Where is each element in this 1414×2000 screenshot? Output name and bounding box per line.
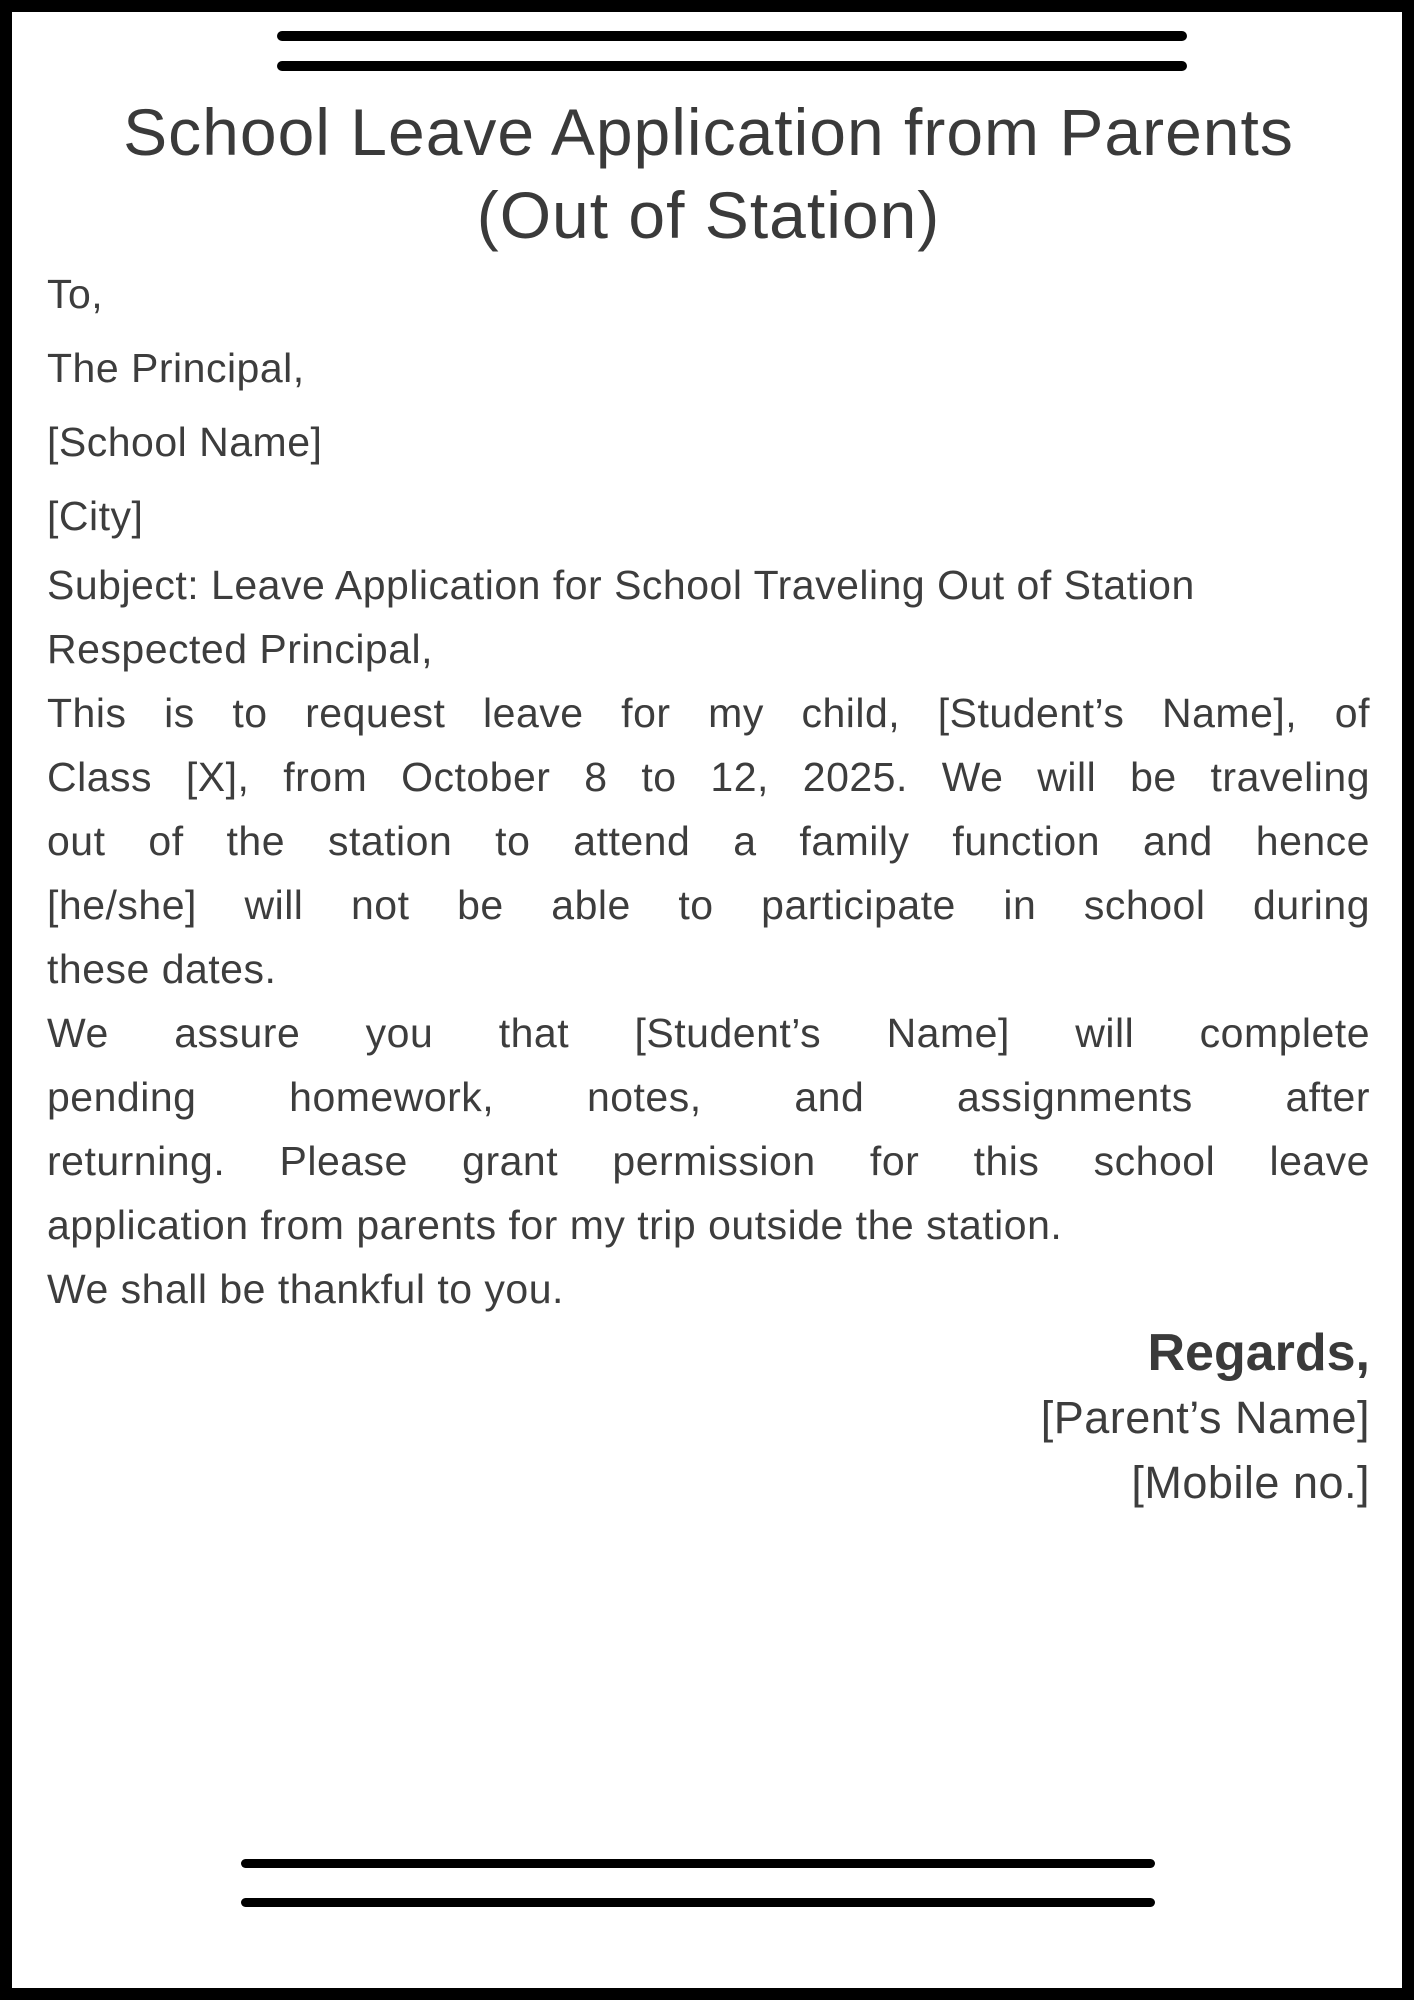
- signature-parent-name: [Parent’s Name]: [1040, 1392, 1370, 1443]
- body-line: returning. Please grant permission for this school leave: [47, 1138, 1370, 1184]
- body-line: We assure you that [Student’s Name] will complete: [47, 1010, 1370, 1056]
- page-title-line-1: School Leave Application from Parents: [123, 95, 1294, 169]
- subject-line: Subject: Leave Application for School Traveling Out of Station: [47, 562, 1195, 608]
- body-line: This is to request leave for my child, [Student’s Name], of: [47, 690, 1370, 736]
- letter-content: [47, 12, 1370, 1515]
- address-line-recipient: The Principal,: [47, 345, 305, 391]
- body-line: Class [X], from October 8 to 12, 2025. We will be traveling: [47, 754, 1370, 800]
- recipient-address: [47, 257, 1370, 553]
- signature-block: [47, 1321, 1370, 1515]
- page-title-line-2: (Out of Station): [476, 178, 941, 252]
- salutation: Respected Principal,: [47, 626, 434, 672]
- decorative-line-top-2: [277, 61, 1187, 71]
- body-line: pending homework, notes, and assignments after: [47, 1074, 1370, 1120]
- body-line: out of the station to attend a family function and hence: [47, 818, 1370, 864]
- decorative-line-bottom-2: [241, 1898, 1155, 1907]
- page-title: [47, 91, 1370, 257]
- address-line-to: To,: [47, 271, 104, 317]
- body-paragraph-1: [47, 681, 1370, 1001]
- decorative-line-bottom-1: [241, 1859, 1155, 1868]
- closing-line: We shall be thankful to you.: [47, 1266, 564, 1312]
- body-line: [he/she] will not be able to participate in school during: [47, 882, 1370, 928]
- signature-regards: Regards,: [1147, 1324, 1370, 1382]
- body-paragraph-2: [47, 1001, 1370, 1257]
- address-line-city: [City]: [47, 493, 144, 539]
- signature-mobile: [Mobile no.]: [1131, 1457, 1370, 1508]
- body-line: application from parents for my trip outside the station.: [47, 1202, 1063, 1248]
- address-line-school-name: [School Name]: [47, 419, 323, 465]
- body-line: these dates.: [47, 946, 277, 992]
- decorative-line-top-1: [277, 31, 1187, 41]
